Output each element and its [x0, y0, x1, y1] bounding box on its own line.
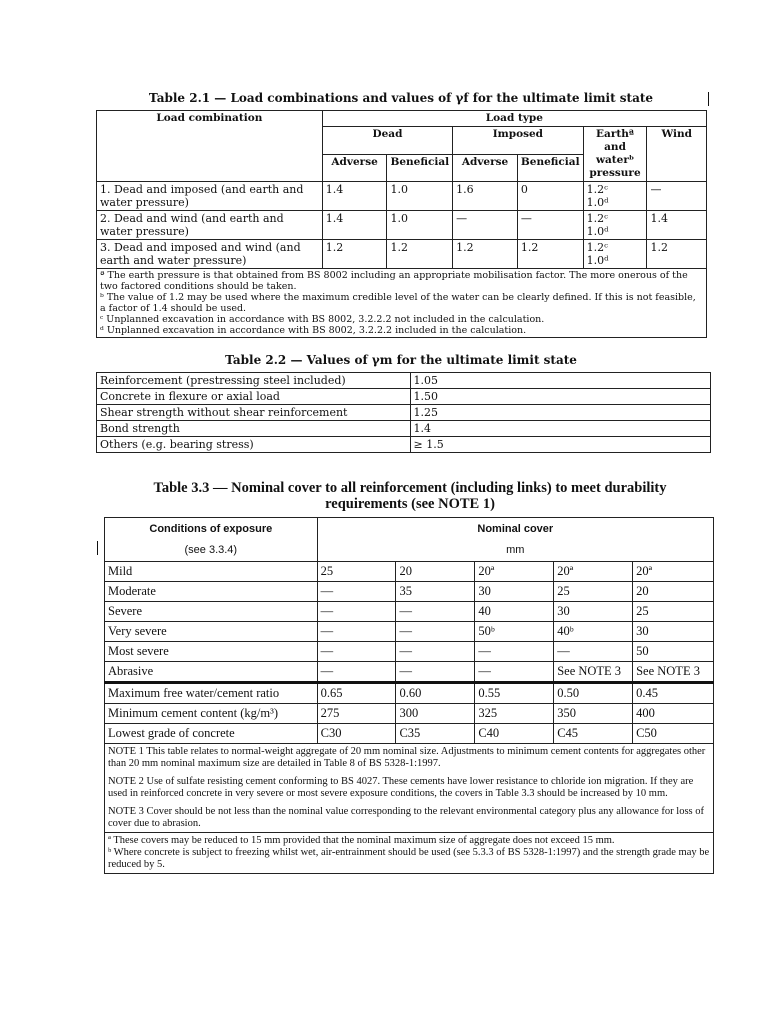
- cell: 1.2: [387, 240, 453, 269]
- cell: 40: [475, 602, 554, 622]
- table-row: [105, 724, 714, 744]
- table-row: [105, 562, 714, 582]
- row-label: Mild: [105, 562, 318, 582]
- cell: 1.2: [453, 240, 518, 269]
- earth-value-2: 1.0ᵈ: [586, 196, 609, 209]
- cell: 20ª: [475, 562, 554, 582]
- header-blank: [97, 154, 323, 182]
- margin-bar-left: [97, 541, 98, 555]
- cell: 0: [517, 182, 583, 211]
- cell: —: [317, 662, 396, 683]
- table-2-1: [96, 110, 707, 338]
- note-2: NOTE 2 Use of sulfate resisting cement conforming to BS 4027. These cements have lower resistance to chloride ion migration. If they are used in reinforced concrete in very severe or most severe exposure conditions, the covers in Table 3.3 should be increased by 10 mm.: [108, 776, 694, 799]
- cell: 1.0: [387, 182, 453, 211]
- cell: 1.4: [322, 182, 387, 211]
- row-label: 3. Dead and imposed and wind (and earth and water pressure): [97, 240, 323, 269]
- table-3-3-title-line2: requirements (see NOTE 1): [325, 496, 495, 512]
- cell: —: [647, 182, 707, 211]
- note-3: NOTE 3 Cover should be not less than the nominal value corresponding to the relevant environmental category plus any allowance for loss of cover due to abrasion.: [108, 806, 705, 829]
- note-d: ᵈ Unplanned excavation in accordance with BS 8002, 3.2.2.2 included in the calculation.: [100, 325, 527, 336]
- cell: ≥ 1.5: [410, 437, 710, 453]
- header-imposed-beneficial: Beneficial: [517, 154, 583, 182]
- table-row: [105, 704, 714, 724]
- note-a: ª The earth pressure is that obtained from BS 8002 including an appropriate mobilisation factor. The more onerous of the two factored conditions should be taken.: [100, 270, 688, 292]
- earth-value-1: 1.2ᶜ: [586, 241, 608, 254]
- cell: —: [317, 602, 396, 622]
- cell: See NOTE 3: [633, 662, 714, 683]
- cell: 1.4: [647, 211, 707, 240]
- header-earth-water: Earthª and waterᵇ pressure: [583, 127, 647, 182]
- table-row: [97, 389, 711, 405]
- cell: 25: [554, 582, 633, 602]
- cell: —: [317, 622, 396, 642]
- earth-value-2: 1.0ᵈ: [586, 254, 609, 267]
- cell: —: [396, 622, 475, 642]
- table-3-3: [104, 517, 714, 874]
- cell: —: [396, 642, 475, 662]
- header-mm: mm: [506, 543, 525, 556]
- cell: 1.0: [387, 211, 453, 240]
- cell: 20ª: [633, 562, 714, 582]
- earth-value-2: 1.0ᵈ: [586, 225, 609, 238]
- cell: 1.25: [410, 405, 710, 421]
- header-conditions-label: Conditions of exposure: [149, 522, 273, 535]
- cell: 1.2: [322, 240, 387, 269]
- cell: 1.4: [410, 421, 710, 437]
- cell: 0.65: [317, 683, 396, 704]
- cell: 1.2: [517, 240, 583, 269]
- table-row: [105, 662, 714, 683]
- row-label: Very severe: [105, 622, 318, 642]
- cell: 0.45: [633, 683, 714, 704]
- cell: 25: [633, 602, 714, 622]
- cell: C35: [396, 724, 475, 744]
- table-row: [105, 602, 714, 622]
- row-label: Most severe: [105, 642, 318, 662]
- cell: 20: [633, 582, 714, 602]
- cell: —: [317, 582, 396, 602]
- cell: —: [396, 602, 475, 622]
- cell: C40: [475, 724, 554, 744]
- cell-earth: [583, 240, 647, 269]
- table-3-3-footnotes: [105, 833, 714, 874]
- row-label: Maximum free water/cement ratio: [105, 683, 318, 704]
- row-label: Reinforcement (prestressing steel included): [97, 373, 411, 389]
- earth-value-1: 1.2ᶜ: [586, 183, 608, 196]
- cell: 30: [633, 622, 714, 642]
- row-label: Shear strength without shear reinforcement: [97, 405, 411, 421]
- cell: 50: [633, 642, 714, 662]
- cell: 50ᵇ: [475, 622, 554, 642]
- cell: 1.6: [453, 182, 518, 211]
- header-nominal-label: Nominal cover: [477, 522, 554, 535]
- header-dead-adverse: Adverse: [322, 154, 387, 182]
- header-wind: Wind: [647, 127, 707, 182]
- cell: 0.60: [396, 683, 475, 704]
- cell: —: [475, 662, 554, 683]
- cell: 325: [475, 704, 554, 724]
- table-row: [97, 405, 711, 421]
- margin-bar-right: [708, 92, 709, 106]
- table-2-2-title: Table 2.2 — Values of γm for the ultimate limit state: [225, 353, 577, 367]
- table-row: [97, 240, 707, 269]
- note-c: ᶜ Unplanned excavation in accordance with BS 8002, 3.2.2.2 not included in the calculation.: [100, 314, 545, 325]
- header-imposed-adverse: Adverse: [453, 154, 518, 182]
- header-see-ref: (see 3.3.4): [184, 543, 238, 556]
- footnote-b: ᵇ Where concrete is subject to freezing whilst wet, air-entrainment should be used (see 5.3.3 of BS 5328-1:1997) and the strength grade may be reduced by 5.: [108, 847, 710, 870]
- cell: 40ᵇ: [554, 622, 633, 642]
- table-row: [105, 642, 714, 662]
- table-row: [105, 582, 714, 602]
- table-row: [97, 211, 707, 240]
- cell: 400: [633, 704, 714, 724]
- row-label: Severe: [105, 602, 318, 622]
- cell: 1.50: [410, 389, 710, 405]
- cell: 0.50: [554, 683, 633, 704]
- table-3-3-title: [100, 480, 720, 512]
- cell: 20: [396, 562, 475, 582]
- cell: 1.4: [322, 211, 387, 240]
- header-imposed: Imposed: [453, 127, 583, 155]
- cell: See NOTE 3: [554, 662, 633, 683]
- table-2-1-title: Table 2.1 — Load combinations and values of γf for the ultimate limit state: [148, 91, 654, 105]
- table-row: [97, 182, 707, 211]
- cell: 275: [317, 704, 396, 724]
- row-label: 2. Dead and wind (and earth and water pressure): [97, 211, 323, 240]
- cell: —: [317, 642, 396, 662]
- header-load-type: Load type: [322, 111, 706, 127]
- cell: —: [475, 642, 554, 662]
- table-row: [97, 373, 711, 389]
- row-label: Others (e.g. bearing stress): [97, 437, 411, 453]
- cell: —: [453, 211, 518, 240]
- row-label: 1. Dead and imposed (and earth and water pressure): [97, 182, 323, 211]
- cell: C45: [554, 724, 633, 744]
- note-b: ᵇ The value of 1.2 may be used where the maximum credible level of the water can be clearly defined. If this is not feasible, a factor of 1.4 should be used.: [100, 292, 696, 314]
- cell-earth: [583, 182, 647, 211]
- table-row: [97, 437, 711, 453]
- cell: —: [554, 642, 633, 662]
- cell: C30: [317, 724, 396, 744]
- cell-earth: [583, 211, 647, 240]
- cell: 300: [396, 704, 475, 724]
- cell: 30: [554, 602, 633, 622]
- header-nominal-cover: [317, 518, 713, 562]
- row-label: Lowest grade of concrete: [105, 724, 318, 744]
- cell: 1.2: [647, 240, 707, 269]
- row-label: Abrasive: [105, 662, 318, 683]
- cell: 1.05: [410, 373, 710, 389]
- cell: —: [517, 211, 583, 240]
- row-label: Moderate: [105, 582, 318, 602]
- cell: —: [396, 662, 475, 683]
- table-3-3-title-line1: Table 3.3 — Nominal cover to all reinforcement (including links) to meet durability: [153, 480, 667, 496]
- header-conditions: [105, 518, 318, 562]
- cell: C50: [633, 724, 714, 744]
- table-row: [105, 683, 714, 704]
- table-2-2: [96, 372, 711, 453]
- table-3-3-notes: [105, 744, 714, 833]
- row-label: Bond strength: [97, 421, 411, 437]
- table-2-1-notes: [97, 269, 707, 338]
- cell: 20ª: [554, 562, 633, 582]
- table-row: [105, 622, 714, 642]
- cell: 25: [317, 562, 396, 582]
- header-dead: Dead: [322, 127, 452, 155]
- cell: 0.55: [475, 683, 554, 704]
- header-dead-beneficial: Beneficial: [387, 154, 453, 182]
- row-label: Concrete in flexure or axial load: [97, 389, 411, 405]
- table-row: [97, 421, 711, 437]
- cell: 35: [396, 582, 475, 602]
- row-label: Minimum cement content (kg/m³): [105, 704, 318, 724]
- note-1: NOTE 1 This table relates to normal-weight aggregate of 20 mm nominal size. Adjustments to minimum cement contents for aggregates other than 20 mm nominal maximum size are detailed in Table 8 of BS 5328-1:1997.: [108, 746, 706, 769]
- header-load-combination: Load combination: [97, 111, 323, 155]
- earth-value-1: 1.2ᶜ: [586, 212, 608, 225]
- footnote-a: ª These covers may be reduced to 15 mm provided that the nominal maximum size of aggregate does not exceed 15 mm.: [108, 835, 615, 846]
- cell: 30: [475, 582, 554, 602]
- cell: 350: [554, 704, 633, 724]
